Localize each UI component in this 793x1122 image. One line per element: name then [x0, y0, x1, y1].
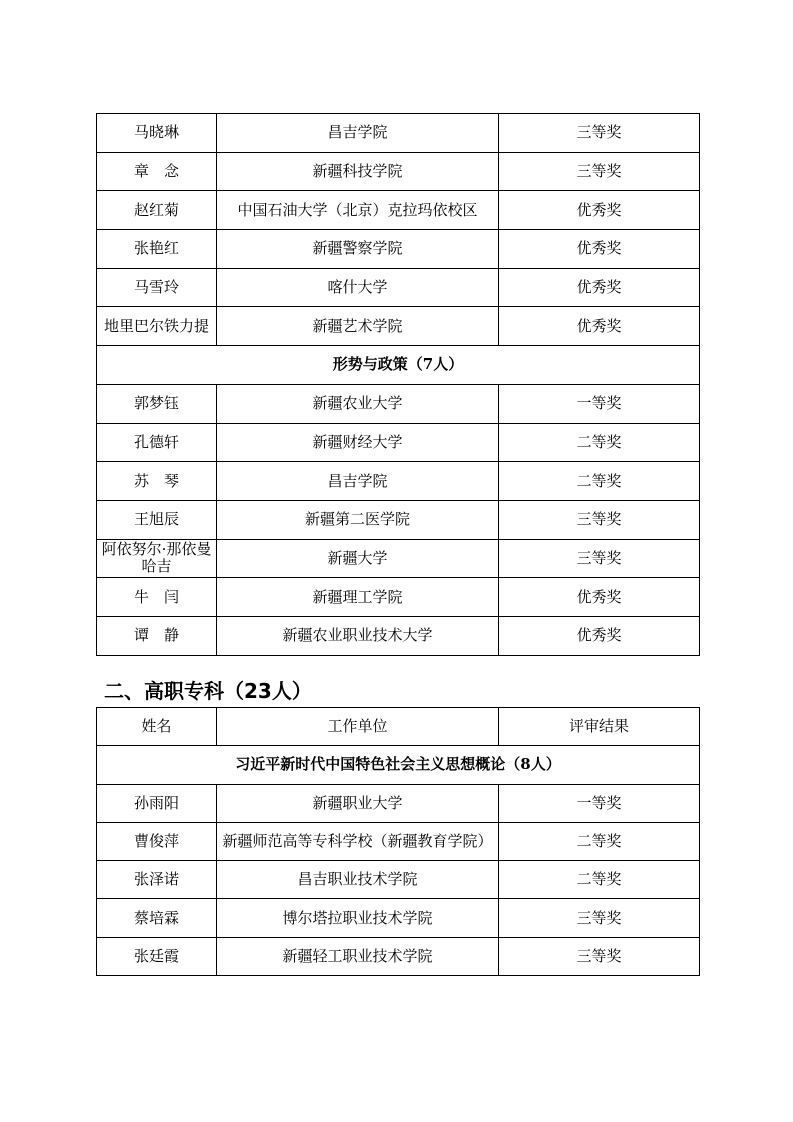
header-result: 评审结果 [499, 708, 700, 746]
name-cell: 蔡培霖 [97, 899, 217, 937]
table-row [97, 500, 700, 539]
unit-cell: 新疆农业大学 [217, 384, 499, 423]
result-cell: 三等奖 [499, 539, 700, 578]
name-cell: 章 念 [97, 152, 217, 191]
header-unit: 工作单位 [217, 708, 499, 746]
result-cell: 三等奖 [499, 899, 700, 937]
result-cell: 三等奖 [499, 114, 700, 153]
result-cell: 二等奖 [499, 462, 700, 501]
category-row [97, 346, 700, 385]
result-cell: 优秀奖 [499, 307, 700, 346]
result-cell: 三等奖 [499, 937, 700, 975]
unit-cell: 新疆职业大学 [217, 784, 499, 822]
unit-cell: 昌吉学院 [217, 462, 499, 501]
table-row [97, 384, 700, 423]
name-cell: 张廷霞 [97, 937, 217, 975]
name-cell: 孙雨阳 [97, 784, 217, 822]
name-cell: 张泽诺 [97, 861, 217, 899]
section-heading: 二、高职专科（23人） [104, 679, 312, 703]
awards-table-vocational [96, 707, 700, 976]
name-cell: 曹俊萍 [97, 822, 217, 860]
name-cell: 马晓琳 [97, 114, 217, 153]
name-cell: 赵红菊 [97, 191, 217, 230]
unit-cell: 新疆师范高等专科学校（新疆教育学院） [217, 822, 499, 860]
unit-cell: 博尔塔拉职业技术学院 [217, 899, 499, 937]
result-cell: 三等奖 [499, 500, 700, 539]
name-cell: 牛 闫 [97, 578, 217, 617]
result-cell: 优秀奖 [499, 616, 700, 655]
result-cell: 二等奖 [499, 822, 700, 860]
name-cell: 孔德轩 [97, 423, 217, 462]
table-row [97, 937, 700, 975]
unit-cell: 昌吉职业技术学院 [217, 861, 499, 899]
table-row [97, 578, 700, 617]
result-cell: 优秀奖 [499, 191, 700, 230]
result-cell: 三等奖 [499, 152, 700, 191]
table-row [97, 861, 700, 899]
awards-table-continued [96, 113, 700, 656]
result-cell: 一等奖 [499, 384, 700, 423]
unit-cell: 新疆轻工职业技术学院 [217, 937, 499, 975]
name-cell: 苏 琴 [97, 462, 217, 501]
unit-cell: 新疆大学 [217, 539, 499, 578]
table-row [97, 616, 700, 655]
result-cell: 二等奖 [499, 861, 700, 899]
result-cell: 优秀奖 [499, 268, 700, 307]
name-cell: 郭梦钰 [97, 384, 217, 423]
name-cell: 王旭辰 [97, 500, 217, 539]
result-cell: 二等奖 [499, 423, 700, 462]
name-cell: 马雪玲 [97, 268, 217, 307]
unit-cell: 昌吉学院 [217, 114, 499, 153]
result-cell: 优秀奖 [499, 578, 700, 617]
name-cell: 阿依努尔·那依曼哈吉 [97, 539, 217, 578]
table-row [97, 191, 700, 230]
category-row [97, 746, 700, 784]
table-row [97, 822, 700, 860]
unit-cell: 新疆警察学院 [217, 230, 499, 269]
unit-cell: 新疆理工学院 [217, 578, 499, 617]
table-row [97, 784, 700, 822]
table-row [97, 307, 700, 346]
unit-cell: 喀什大学 [217, 268, 499, 307]
category-title: 习近平新时代中国特色社会主义思想概论（8人） [97, 746, 700, 784]
header-row [97, 708, 700, 746]
table-row [97, 230, 700, 269]
name-cell: 地里巴尔铁力提 [97, 307, 217, 346]
table-row [97, 114, 700, 153]
unit-cell: 新疆科技学院 [217, 152, 499, 191]
unit-cell: 新疆农业职业技术大学 [217, 616, 499, 655]
result-cell: 一等奖 [499, 784, 700, 822]
category-title: 形势与政策（7人） [97, 346, 700, 385]
table-row [97, 462, 700, 501]
unit-cell: 新疆财经大学 [217, 423, 499, 462]
table-row [97, 899, 700, 937]
table-row [97, 268, 700, 307]
table-row [97, 423, 700, 462]
table-row [97, 152, 700, 191]
result-cell: 优秀奖 [499, 230, 700, 269]
header-name: 姓名 [97, 708, 217, 746]
table-row [97, 539, 700, 578]
name-cell: 谭 静 [97, 616, 217, 655]
unit-cell: 新疆艺术学院 [217, 307, 499, 346]
unit-cell: 中国石油大学（北京）克拉玛依校区 [217, 191, 499, 230]
name-cell: 张艳红 [97, 230, 217, 269]
unit-cell: 新疆第二医学院 [217, 500, 499, 539]
